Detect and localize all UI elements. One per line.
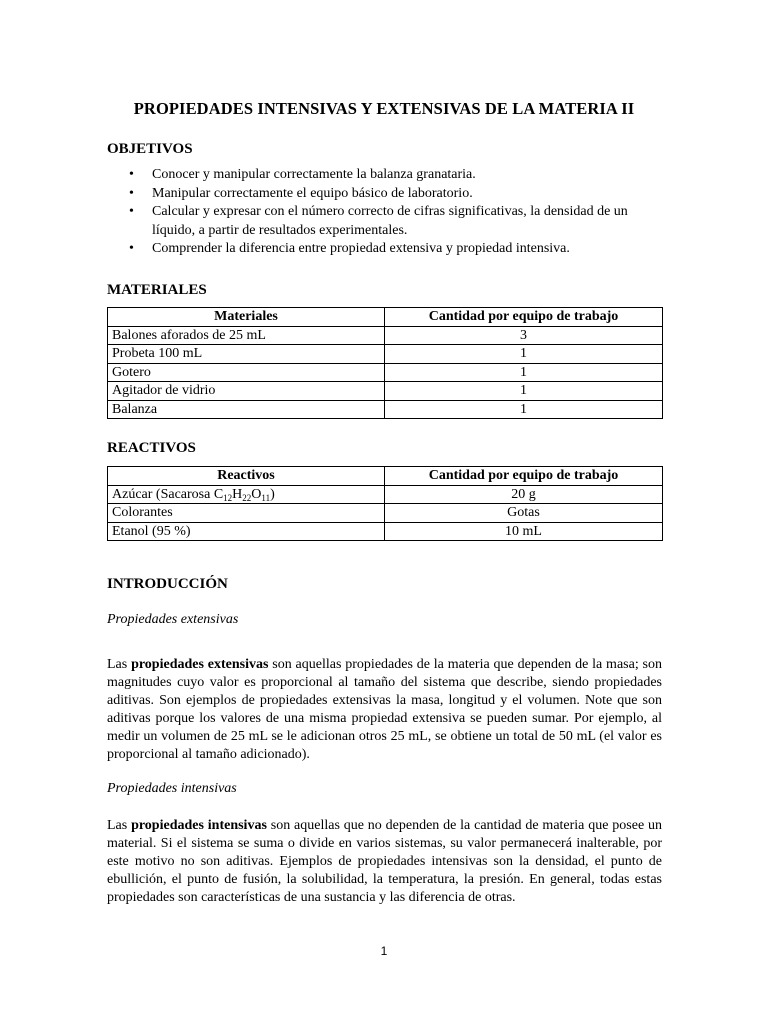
table-cell: Gotas [385,504,663,523]
table-cell: Azúcar (Sacarosa $C_{12}H_{22}O_{11}$) [108,485,385,504]
table-cell: 3 [385,326,663,345]
table-row [108,363,663,382]
column-header: Cantidad por equipo de trabajo [385,308,663,327]
table-cell: 20 g [385,485,663,504]
reactivos-table [107,466,663,541]
introduccion-heading: INTRODUCCIÓN [107,576,228,592]
intensive-paragraph: Las propiedades intensivas son aquellas que no dependen de la cantidad de materia que posee un material. Si el sistema se suma o divide en varios sistemas, su valor permanecerá inalterable, por este motivo no son aditivas. Ejemplos de propiedades intensivas son la densidad, el punto de ebullición, el punto de fusión, la solubilidad, la temperatura, la presión. En general, todas estas propiedades son características de una sustancia y las diferencia de otras. [107,818,663,905]
objetivos-list [107,166,667,259]
table-header-row [108,467,663,486]
page-number: 1 [380,944,388,958]
table-cell: Agitador de vidrio [108,382,385,401]
table-row [108,485,663,504]
table-cell: 1 [385,382,663,401]
table-cell: 1 [385,345,663,364]
table-row [108,345,663,364]
objetivos-heading: OBJETIVOS [107,141,193,157]
reactivos-heading: REACTIVOS [107,440,196,456]
extensive-subheading: Propiedades extensivas [107,612,239,627]
list-item: • Manipular correctamente el equipo básico de laboratorio. [107,185,667,204]
list-item: • Calcular y expresar con el número correcto de cifras significativas, la densidad de un líquido, a partir de resultados experimentales. [107,203,667,240]
table-row [108,522,663,541]
table-row [108,326,663,345]
table-cell: 1 [385,400,663,419]
table-cell: Balones aforados de 25 mL [108,326,385,345]
table-header-row [108,308,663,327]
column-header: Cantidad por equipo de trabajo [385,467,663,486]
list-item: • Conocer y manipular correctamente la balanza granataria. [107,166,667,185]
table-cell: Probeta 100 mL [108,345,385,364]
intensive-subheading: Propiedades intensivas [107,781,237,796]
table-row [108,382,663,401]
table-cell: Balanza [108,400,385,419]
bold-term: propiedades intensivas [131,818,267,833]
table-row [108,504,663,523]
table-row [108,400,663,419]
column-header: Reactivos [108,467,385,486]
document-title: PROPIEDADES INTENSIVAS Y EXTENSIVAS DE LA MATERIA II [133,99,635,118]
table-cell: Colorantes [108,504,385,523]
bold-term: propiedades extensivas [131,657,269,672]
materiales-heading: MATERIALES [107,282,207,298]
column-header: Materiales [108,308,385,327]
materiales-table [107,307,663,419]
extensive-paragraph: Las propiedades extensivas son aquellas propiedades de la materia que dependen de la masa; son magnitudes cuyo valor es proporcional al tamaño del sistema que describe, siendo propiedades aditivas. Son ejemplos de propiedades extensivas la masa, longitud y el volumen. Note que son aditivas porque los valores de una misma propiedad extensiva se pueden sumar. Por ejemplo, al medir un volumen de 25 mL se le adicionan otros 25 mL, se obtiene un total de 50 mL (el valor es proporcional al tamaño adicionado). [107,657,662,762]
list-item: • Comprender la diferencia entre propiedad extensiva y propiedad intensiva. [107,240,667,259]
table-cell: 1 [385,363,663,382]
table-cell: 10 mL [385,522,663,541]
table-cell: Gotero [108,363,385,382]
table-cell: Etanol (95 %) [108,522,385,541]
